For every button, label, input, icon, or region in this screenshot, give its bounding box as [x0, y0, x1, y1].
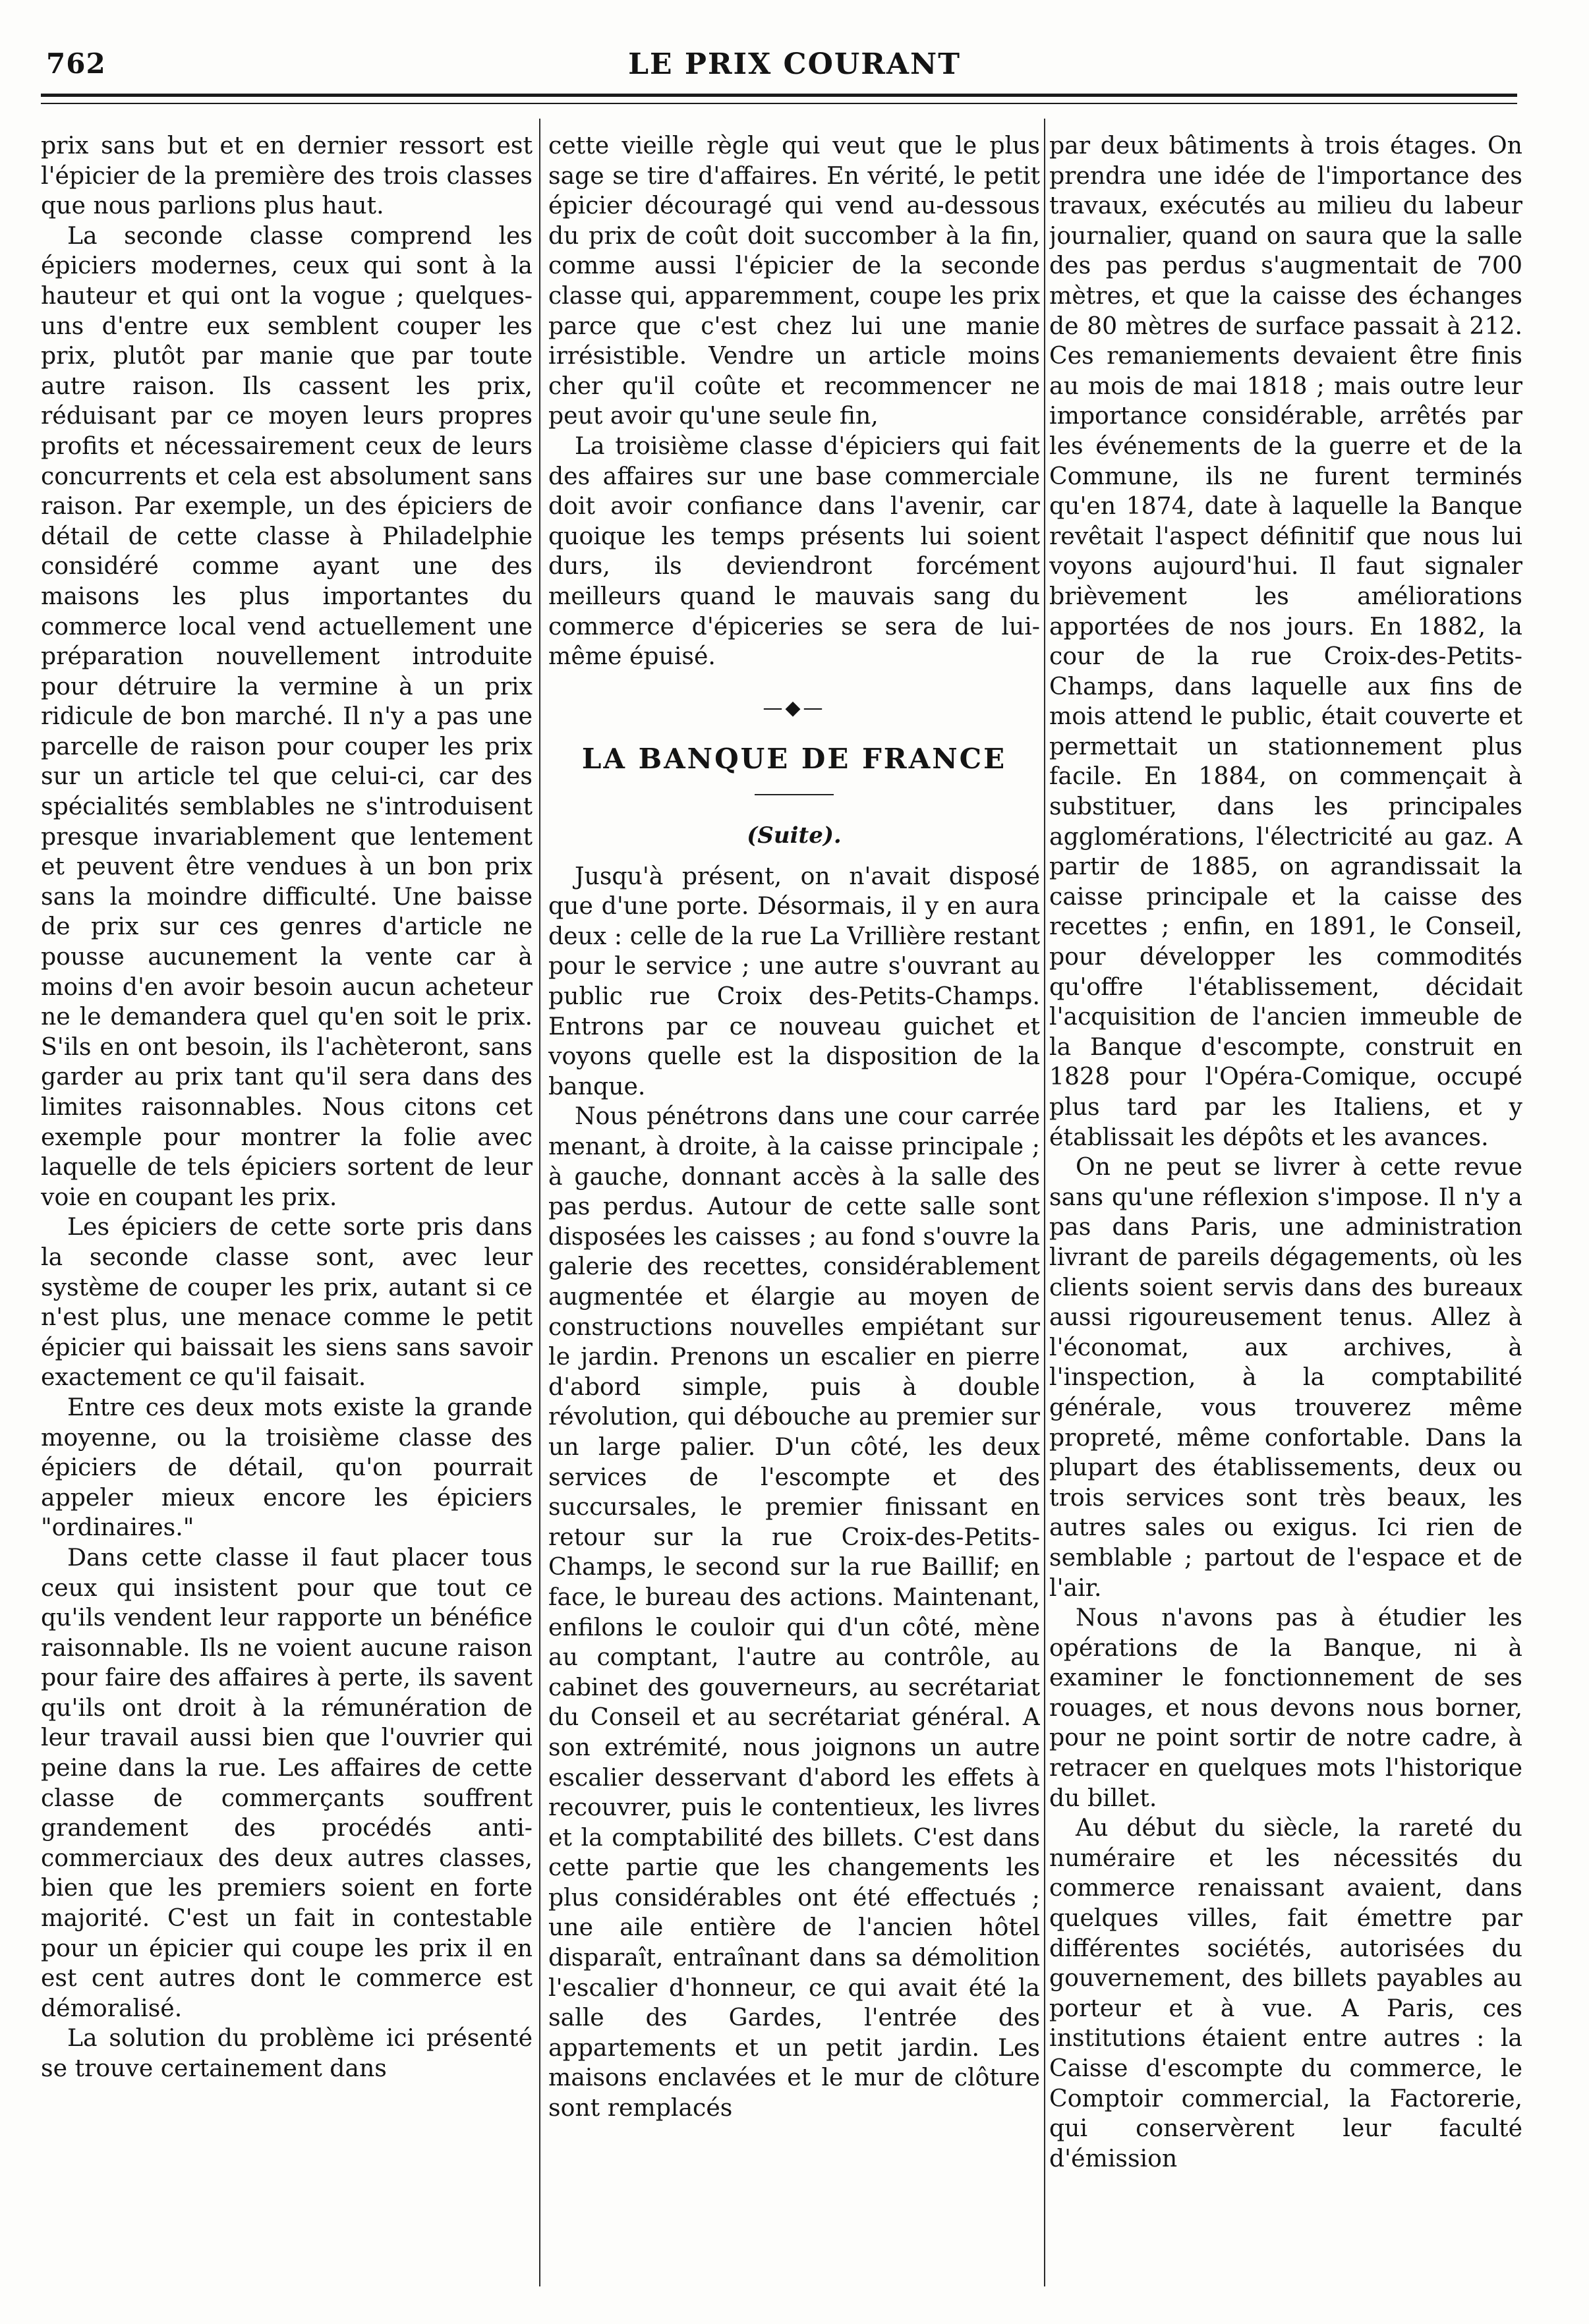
article-subtitle: (Suite). [747, 822, 842, 849]
paragraph: par deux bâtiments à trois étages. On prendra une idée de l'importance des travaux, exécutés au milieu du labeur journalier, quand on saura que la salle des pas perdus s'augmentait de 700 mètres, et que la caisse des échanges de 80 mètres de surface passait à 212. Ces remaniements devaient être finis au mois de mai 1818 ; mais outre leur importance considérable, arrêtés par les événements de la guerre et de la Commune, ils ne furent terminés qu'en 1874, date à laquelle la Banque revêtait l'aspect définitif que nous lui voyons aujourd'hui. Il faut signaler brièvement les améliorations apportées de nos jours. En 1882, la cour de la rue Croix-des-Petits-Champs, dans laquelle aux fins de mois attend le public, était couverte et permettait un stationnement plus facile. En 1884, on commençait à substituer, dans les principales agglomérations, l'électricité au gaz. A partir de 1885, on agrandissait la caisse principale et la caisse des recettes ; enfin, en 1891, le Conseil, pour développer les commodités qu'offre l'établissement, décidait l'acquisition de l'ancien immeuble de la Banque d'escompte, construit en 1828 pour l'Opéra-Comique, occupé plus tard par les Italiens, et y établissait les dépôts et les avances. [1049, 131, 1522, 1151]
header-rule-thin [41, 103, 1517, 104]
running-head: LE PRIX COURANT [628, 47, 961, 81]
paragraph: Nous n'avons pas à étudier les opérations de la Banque, ni à examiner le fonctionnement de ses rouages, et nous devons nous borner, pour ne point sortir de notre cadre, à retracer en quelques mots l'historique du billet. [1049, 1603, 1522, 1812]
paragraph: Entre ces deux mots existe la grande moyenne, ou la troisième classe des épiciers de détail, qu'on pourrait appeler mieux encore les épiciers "ordinaires." [41, 1392, 533, 1542]
paragraph: Dans cette classe il faut placer tous ceux qui insistent pour que tout ce qu'ils vendent leur rapporte un bénéfice raisonnable. Ils ne voient aucune raison pour faire des affaires à perte, ils savent qu'ils ont droit à la rémunération de leur travail aussi bien que l'ouvrier qui peine dans la rue. Les affaires de cette classe de commerçants souffrent grandement des procédés anti-commerciaux des deux autres classes, bien que les premiers soient en forte majorité. C'est un fait in contestable pour un épicier qui coupe les prix il en est cent autres dont le commerce est démoralisé. [41, 1543, 533, 2022]
paragraph: La troisième classe d'épiciers qui fait des affaires sur une base commerciale doit avoir confiance dans l'avenir, car quoique les temps présents lui soient durs, ils deviendront forcément meilleurs quand le mauvais sang du commerce d'épiceries se sera de lui-même épuisé. [548, 431, 1040, 671]
paragraph: La seconde classe comprend les épiciers modernes, ceux qui sont à la hauteur et qui ont la vogue ; quelques-uns d'entre eux semblent couper les prix, plutôt par manie que par toute autre raison. Ils cassent les prix, réduisant par ce moyen leurs propres profits et nécessairement ceux de leurs concurrents et cela est absolument sans raison. Par exemple, un des épiciers de détail de cette classe à Philadelphie considéré comme ayant une des maisons les plus importantes du commerce local vend actuellement une préparation nouvellement introduite pour détruire la vermine à un prix ridicule de bon marché. Il n'y a pas une parcelle de raison pour couper les prix sur un article tel que celui-ci, car des spécialités semblables ne s'introduisent presque invariablement que lentement et peuvent être vendues à un bon prix sans la moindre difficulté. Une baisse de prix sur ces genres d'article ne pousse aucunement la vente car à moins d'en avoir besoin aucun acheteur ne le demandera quel qu'en soit le prix. S'ils en ont besoin, ils l'achèteront, sans garder au prix tant qu'il sera dans des limites raisonnables. Nous citons cet exemple pour montrer la folie avec laquelle de tels épiciers sortent de leur voie en coupant les prix. [41, 221, 533, 1211]
paragraph: On ne peut se livrer à cette revue sans qu'une réflexion s'impose. Il n'y a pas dans Paris, une administration livrant de pareils dégagements, où les clients soient servis dans des bureaux aussi rigoureusement tenus. Allez à l'économat, aux archives, à l'inspection, à la comptabilité générale, vous trouverez même propreté, même confortable. Dans la plupart des établissements, deux ou trois services sont très beaux, les autres sales ou exigus. Ici rien de semblable ; partout de l'espace et de l'air. [1049, 1152, 1522, 1602]
column-divider-1 [539, 119, 540, 2286]
column-divider-2 [1044, 119, 1045, 2286]
paragraph: prix sans but et en dernier ressort est l'épicier de la première des trois classes que nous parlions plus haut. [41, 131, 533, 220]
article-title: LA BANQUE DE FRANCE [581, 742, 1007, 775]
paragraph: La solution du problème ici présenté se trouve certainement dans [41, 2024, 533, 2082]
paragraph: Jusqu'à présent, on n'avait disposé que d'une porte. Désormais, il y en aura deux : celle de la rue La Vrillière restant pour le service ; une autre s'ouvrant au public rue Croix des-Petits-Champs. Entrons par ce nouveau guichet et voyons quelle est la disposition de la banque. [548, 861, 1040, 1100]
paragraph: Au début du siècle, la rareté du numéraire et les nécessités du commerce renaissant avaient, dans quelques villes, fait émettre par différentes sociétés, autorisées du gouvernement, des billets payables au porteur et à vue. A Paris, ces institutions étaient entre autres : la Caisse d'escompte du commerce, le Comptoir commercial, la Factorerie, qui conservèrent leur faculté d'émission [1049, 1813, 1522, 2172]
column-1 [41, 130, 533, 2292]
column-2 [548, 130, 1040, 2292]
section-ornament: —◆— [763, 696, 826, 720]
column-3 [1049, 130, 1522, 2292]
paragraph: cette vieille règle qui veut que le plus sage se tire d'affaires. En vérité, le petit épicier découragé qui vend au-dessous du prix de coût doit succomber à la fin, comme aussi l'épicier de la seconde classe qui, apparemment, coupe les prix parce que c'est chez lui une manie irrésistible. Vendre un article moins cher qu'il coûte et recommencer ne peut avoir qu'une seule fin, [548, 131, 1040, 430]
paragraph: Nous pénétrons dans une cour carrée menant, à droite, à la caisse principale ; à gauche, donnant accès à la salle des pas perdus. Autour de cette salle sont disposées les caisses ; au fond s'ouvre la galerie des recettes, considérablement augmentée et élargie au moyen de constructions nouvelles empiétant sur le jardin. Prenons un escalier en pierre d'abord simple, puis à double révolution, qui débouche au premier sur un large palier. D'un côté, les deux services de l'escompte et des succursales, le premier finissant en retour sur la rue Croix-des-Petits-Champs, le second sur la rue Baillif; en face, le bureau des actions. Maintenant, enfilons le couloir qui d'un côté, mène au comptant, l'autre au contrôle, au cabinet des gouverneurs, au secrétariat du Conseil et au secrétariat général. A son extrémité, nous joignons un autre escalier desservant d'abord les effets à recouvrer, puis le contentieux, les livres et la comptabilité des billets. C'est dans cette partie que les changements les plus considérables ont été effectués ; une aile entière de l'ancien hôtel disparaît, entraînant dans sa démolition l'escalier d'honneur, ce qui avait été la salle des Gardes, l'entrée des appartements et un petit jardin. Les maisons enclavées et le mur de clôture sont remplacés [548, 1102, 1040, 2122]
title-rule [755, 794, 834, 795]
paragraph: Les épiciers de cette sorte pris dans la seconde classe sont, avec leur système de couper les prix, autant si ce n'est plus, une menace comme le petit épicier qui baissait les siens sans savoir exactement ce qu'il faisait. [41, 1212, 533, 1392]
header-rule-thick [41, 94, 1517, 97]
page-number: 762 [46, 47, 106, 80]
